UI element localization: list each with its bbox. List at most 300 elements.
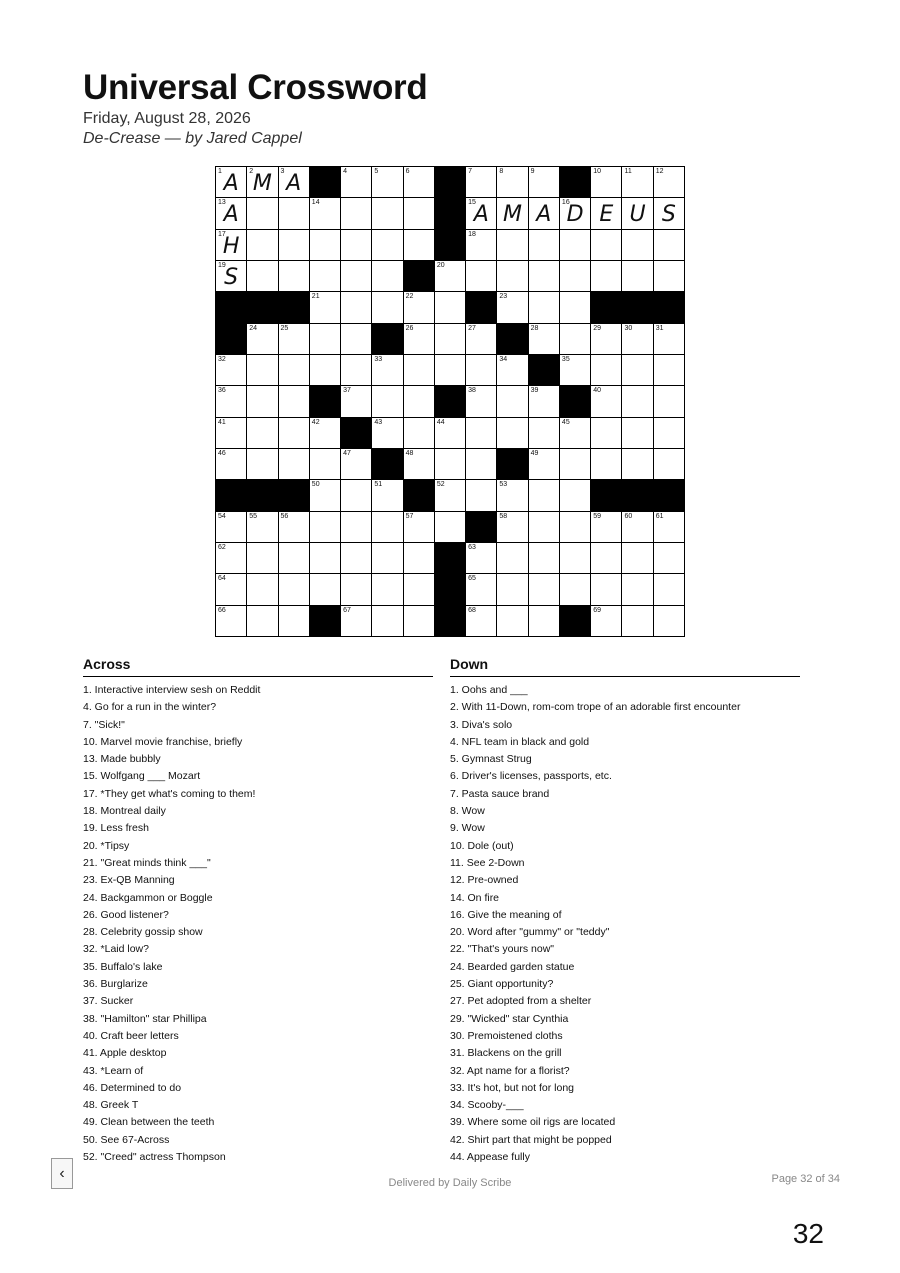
grid-cell[interactable] — [404, 449, 435, 480]
grid-cell[interactable] — [466, 480, 497, 511]
grid-cell[interactable] — [279, 606, 310, 637]
grid-cell[interactable] — [247, 261, 278, 292]
grid-cell[interactable] — [341, 543, 372, 574]
grid-cell[interactable] — [404, 167, 435, 198]
grid-cell[interactable] — [279, 261, 310, 292]
grid-cell[interactable] — [247, 574, 278, 605]
grid-cell[interactable] — [622, 449, 653, 480]
across-clue[interactable]: 10. Marvel movie franchise, briefly — [83, 735, 243, 748]
across-clue[interactable]: 26. Good listener? — [83, 908, 169, 921]
grid-cell[interactable] — [622, 324, 653, 355]
grid-cell[interactable] — [622, 574, 653, 605]
grid-cell[interactable] — [341, 512, 372, 543]
grid-cell[interactable] — [622, 261, 653, 292]
cell-letter: M — [503, 202, 523, 228]
down-clue[interactable]: 6. Driver's licenses, passports, etc. — [450, 770, 612, 783]
cell-number: 14 — [311, 199, 320, 207]
down-clue[interactable]: 44. Appease fully — [450, 1151, 530, 1164]
grid-cell[interactable] — [466, 418, 497, 449]
grid-cell[interactable] — [341, 167, 372, 198]
grid-cell[interactable] — [247, 198, 278, 229]
grid-cell[interactable] — [591, 261, 622, 292]
page-indicator: Page 32 of 34 — [771, 1173, 840, 1185]
grid-cell[interactable] — [435, 449, 466, 480]
grid-cell[interactable] — [216, 261, 247, 292]
across-clue[interactable]: 18. Montreal daily — [83, 805, 166, 818]
grid-cell[interactable] — [654, 574, 685, 605]
grid-cell[interactable] — [466, 198, 497, 229]
grid-cell[interactable] — [466, 167, 497, 198]
grid-cell[interactable] — [279, 386, 310, 417]
grid-cell[interactable] — [560, 324, 591, 355]
cell-number: 35 — [561, 356, 570, 363]
grid-cell[interactable] — [247, 543, 278, 574]
grid-cell[interactable] — [310, 324, 341, 355]
grid-cell[interactable] — [466, 606, 497, 637]
grid-cell[interactable] — [279, 167, 310, 198]
grid-cell[interactable] — [310, 355, 341, 386]
down-clue[interactable]: 34. Scooby-___ — [450, 1099, 524, 1112]
across-clue[interactable]: 35. Buffalo's lake — [83, 960, 163, 973]
grid-cell[interactable] — [622, 512, 653, 543]
down-clue[interactable]: 29. "Wicked" star Cynthia — [450, 1012, 569, 1025]
grid-cell[interactable] — [529, 198, 560, 229]
grid-cell[interactable] — [216, 606, 247, 637]
grid-cell[interactable] — [529, 230, 560, 261]
grid-cell[interactable] — [497, 418, 528, 449]
across-clue[interactable]: 46. Determined to do — [83, 1081, 182, 1094]
cell-number: 10 — [593, 168, 601, 175]
grid-cell[interactable] — [654, 230, 685, 261]
across-clue[interactable]: 37. Sucker — [83, 995, 134, 1008]
previous-page-button[interactable]: ‹ — [51, 1158, 73, 1189]
grid-cell[interactable] — [310, 480, 341, 511]
black-square — [279, 480, 310, 511]
cell-number: 55 — [249, 512, 258, 520]
grid-cell[interactable] — [529, 512, 560, 543]
black-square — [560, 386, 591, 417]
black-square — [247, 480, 278, 511]
grid-cell[interactable] — [654, 167, 685, 198]
grid-cell[interactable] — [404, 198, 435, 229]
grid-cell[interactable] — [310, 230, 341, 261]
across-clue[interactable]: 43. *Learn of — [83, 1064, 144, 1077]
grid-cell[interactable] — [247, 418, 278, 449]
black-square — [497, 449, 528, 480]
grid-cell[interactable] — [372, 198, 403, 229]
grid-cell[interactable] — [372, 292, 403, 323]
grid-cell[interactable] — [247, 230, 278, 261]
cell-number: 23 — [499, 293, 508, 301]
grid-cell[interactable] — [622, 543, 653, 574]
across-clue[interactable]: 48. Greek T — [83, 1099, 139, 1112]
grid-cell[interactable] — [654, 386, 685, 417]
grid-cell[interactable] — [247, 167, 278, 198]
grid-cell[interactable] — [341, 324, 372, 355]
grid-cell[interactable] — [247, 386, 278, 417]
crossword-grid[interactable] — [215, 166, 685, 637]
grid-cell[interactable] — [310, 512, 341, 543]
across-clue[interactable]: 32. *Laid low? — [83, 943, 149, 956]
grid-cell[interactable] — [529, 574, 560, 605]
across-clue[interactable]: 36. Burglarize — [83, 978, 148, 991]
grid-cell[interactable] — [216, 449, 247, 480]
grid-cell[interactable] — [591, 512, 622, 543]
cell-number: 65 — [468, 575, 476, 583]
cell-number: 4 — [343, 168, 347, 175]
down-clue[interactable]: 20. Word after "gummy" or "teddy" — [450, 926, 610, 939]
grid-cell[interactable] — [404, 230, 435, 261]
grid-cell[interactable] — [466, 261, 497, 292]
grid-cell[interactable] — [435, 512, 466, 543]
grid-cell[interactable] — [466, 386, 497, 417]
grid-cell[interactable] — [560, 355, 591, 386]
down-clue[interactable]: 7. Pasta sauce brand — [450, 787, 550, 800]
grid-cell[interactable] — [560, 574, 591, 605]
cell-number: 29 — [593, 324, 601, 332]
cell-number: 33 — [374, 356, 383, 363]
puzzle-byline: De-Crease — by Jared Cappel — [83, 130, 302, 147]
cell-number: 34 — [499, 356, 508, 363]
grid-cell[interactable] — [372, 574, 403, 605]
grid-cell[interactable] — [497, 261, 528, 292]
grid-cell[interactable] — [591, 574, 622, 605]
cell-letter: A — [223, 202, 239, 228]
grid-cell[interactable] — [341, 606, 372, 637]
grid-cell[interactable] — [560, 261, 591, 292]
grid-cell[interactable] — [591, 230, 622, 261]
black-square — [654, 292, 685, 323]
grid-cell[interactable] — [216, 543, 247, 574]
cell-number: 18 — [468, 230, 476, 238]
grid-cell[interactable] — [654, 261, 685, 292]
down-clue[interactable]: 14. On fire — [450, 891, 500, 904]
grid-cell[interactable] — [404, 355, 435, 386]
down-clues — [450, 656, 800, 1166]
across-clue[interactable]: 38. "Hamilton" star Phillipa — [83, 1012, 207, 1025]
cell-number: 50 — [311, 481, 320, 489]
grid-cell[interactable] — [216, 355, 247, 386]
grid-cell[interactable] — [529, 261, 560, 292]
down-clue[interactable]: 11. See 2-Down — [450, 856, 525, 869]
cell-number: 63 — [468, 544, 476, 551]
grid-cell[interactable] — [404, 292, 435, 323]
grid-cell[interactable] — [279, 355, 310, 386]
grid-cell[interactable] — [341, 198, 372, 229]
cell-number: 44 — [436, 418, 445, 426]
down-clue[interactable]: 12. Pre-owned — [450, 874, 519, 887]
grid-cell[interactable] — [310, 543, 341, 574]
down-clue[interactable]: 2. With 11-Down, rom-com trope of an adorable first encounter — [450, 701, 741, 714]
cell-letter: S — [661, 202, 676, 228]
grid-cell[interactable] — [497, 574, 528, 605]
grid-cell[interactable] — [529, 418, 560, 449]
grid-cell[interactable] — [279, 574, 310, 605]
grid-cell[interactable] — [216, 198, 247, 229]
grid-cell[interactable] — [466, 355, 497, 386]
across-clue[interactable]: 15. Wolfgang ___ Mozart — [83, 770, 201, 783]
grid-cell[interactable] — [341, 386, 372, 417]
grid-cell[interactable] — [372, 230, 403, 261]
grid-cell[interactable] — [591, 418, 622, 449]
grid-cell[interactable] — [341, 261, 372, 292]
black-square — [216, 480, 247, 511]
across-clue[interactable]: 49. Clean between the teeth — [83, 1116, 215, 1129]
grid-cell[interactable] — [310, 449, 341, 480]
down-clue[interactable]: 16. Give the meaning of — [450, 908, 562, 921]
grid-cell[interactable] — [216, 167, 247, 198]
grid-cell[interactable] — [372, 355, 403, 386]
grid-cell[interactable] — [622, 418, 653, 449]
down-clue[interactable]: 22. "That's yours now" — [450, 943, 555, 956]
grid-cell[interactable] — [497, 230, 528, 261]
grid-cell[interactable] — [529, 480, 560, 511]
cell-number: 58 — [499, 512, 508, 520]
black-square — [654, 480, 685, 511]
grid-cell[interactable] — [622, 606, 653, 637]
down-clue[interactable]: 32. Apt name for a florist? — [450, 1064, 570, 1077]
across-clue[interactable]: 52. "Creed" actress Thompson — [83, 1151, 226, 1164]
grid-cell[interactable] — [560, 418, 591, 449]
across-clue[interactable]: 20. *Tipsy — [83, 839, 130, 852]
down-clue[interactable]: 24. Bearded garden statue — [450, 960, 575, 973]
grid-cell[interactable] — [654, 449, 685, 480]
down-clue[interactable]: 42. Shirt part that might be popped — [450, 1133, 612, 1146]
grid-cell[interactable] — [435, 480, 466, 511]
grid-cell[interactable] — [497, 606, 528, 637]
across-clue[interactable]: 23. Ex-QB Manning — [83, 874, 175, 887]
grid-cell[interactable] — [310, 418, 341, 449]
grid-cell[interactable] — [591, 355, 622, 386]
cell-number: 28 — [530, 324, 539, 332]
black-square — [560, 167, 591, 198]
grid-cell[interactable] — [341, 230, 372, 261]
grid-cell[interactable] — [654, 543, 685, 574]
grid-cell[interactable] — [341, 480, 372, 511]
grid-cell[interactable] — [372, 480, 403, 511]
grid-cell[interactable] — [497, 198, 528, 229]
grid-cell[interactable] — [654, 606, 685, 637]
down-clue[interactable]: 8. Wow — [450, 805, 485, 818]
grid-cell[interactable] — [435, 355, 466, 386]
grid-cell[interactable] — [435, 292, 466, 323]
grid-cell[interactable] — [622, 198, 653, 229]
grid-cell[interactable] — [216, 386, 247, 417]
grid-cell[interactable] — [529, 449, 560, 480]
cell-number: 32 — [218, 356, 226, 363]
down-clue[interactable]: 9. Wow — [450, 822, 485, 835]
grid-cell[interactable] — [372, 606, 403, 637]
grid-cell[interactable] — [279, 324, 310, 355]
grid-cell[interactable] — [216, 230, 247, 261]
grid-cell[interactable] — [372, 418, 403, 449]
black-square — [435, 230, 466, 261]
grid-cell[interactable] — [529, 167, 560, 198]
across-clue[interactable]: 1. Interactive interview sesh on Reddit — [83, 684, 261, 696]
down-clue[interactable]: 39. Where some oil rigs are located — [450, 1116, 616, 1129]
down-clue[interactable]: 4. NFL team in black and gold — [450, 735, 590, 748]
across-clue[interactable]: 41. Apple desktop — [83, 1047, 167, 1060]
grid-cell[interactable] — [529, 324, 560, 355]
across-clue[interactable]: 40. Craft beer letters — [83, 1029, 179, 1042]
grid-cell[interactable] — [591, 543, 622, 574]
grid-cell[interactable] — [372, 261, 403, 292]
cell-number: 21 — [311, 293, 320, 301]
down-clue[interactable]: 31. Blackens on the grill — [450, 1047, 562, 1060]
grid-cell[interactable] — [654, 198, 685, 229]
grid-cell[interactable] — [591, 198, 622, 229]
grid-cell[interactable] — [404, 324, 435, 355]
grid-cell[interactable] — [216, 512, 247, 543]
grid-cell[interactable] — [654, 324, 685, 355]
grid-cell[interactable] — [560, 449, 591, 480]
grid-cell[interactable] — [591, 606, 622, 637]
grid-cell[interactable] — [654, 512, 685, 543]
down-clue[interactable]: 5. Gymnast Strug — [450, 753, 532, 766]
cell-number: 11 — [624, 168, 632, 175]
grid-cell[interactable] — [216, 418, 247, 449]
across-clue[interactable]: 21. "Great minds think ___" — [83, 856, 211, 869]
cell-number: 41 — [218, 418, 226, 426]
grid-cell[interactable] — [341, 449, 372, 480]
grid-cell[interactable] — [622, 386, 653, 417]
grid-cell[interactable] — [591, 449, 622, 480]
across-clue-list — [83, 682, 433, 1166]
grid-cell[interactable] — [497, 543, 528, 574]
grid-cell[interactable] — [247, 606, 278, 637]
cell-number: 9 — [530, 168, 535, 175]
grid-cell[interactable] — [310, 292, 341, 323]
grid-cell[interactable] — [247, 324, 278, 355]
grid-cell[interactable] — [341, 574, 372, 605]
grid-cell[interactable] — [435, 418, 466, 449]
grid-cell[interactable] — [497, 480, 528, 511]
cell-letter: H — [222, 233, 240, 259]
grid-cell[interactable] — [279, 230, 310, 261]
black-square — [529, 355, 560, 386]
cell-number: 7 — [468, 168, 473, 175]
down-heading: Down — [450, 656, 800, 677]
down-clue[interactable]: 33. It's hot, but not for long — [450, 1081, 575, 1094]
cell-letter: S — [224, 265, 239, 290]
grid-cell[interactable] — [404, 512, 435, 543]
down-clue[interactable]: 3. Diva's solo — [450, 718, 513, 731]
grid-cell[interactable] — [466, 324, 497, 355]
grid-cell[interactable] — [404, 543, 435, 574]
grid-cell[interactable] — [497, 292, 528, 323]
grid-cell[interactable] — [310, 261, 341, 292]
grid-cell[interactable] — [247, 449, 278, 480]
across-clue[interactable]: 28. Celebrity gossip show — [83, 926, 203, 939]
grid-cell[interactable] — [497, 355, 528, 386]
across-clue[interactable]: 50. See 67-Across — [83, 1133, 170, 1146]
across-clue[interactable]: 7. "Sick!" — [83, 718, 125, 731]
grid-cell[interactable] — [310, 198, 341, 229]
grid-cell[interactable] — [560, 230, 591, 261]
grid-cell[interactable] — [341, 355, 372, 386]
grid-cell[interactable] — [279, 543, 310, 574]
grid-cell[interactable] — [529, 386, 560, 417]
down-clue[interactable]: 25. Giant opportunity? — [450, 978, 554, 991]
grid-cell[interactable] — [497, 512, 528, 543]
grid-cell[interactable] — [466, 230, 497, 261]
down-clue[interactable]: 1. Oohs and ___ — [450, 684, 528, 696]
grid-cell[interactable] — [279, 449, 310, 480]
down-clue[interactable]: 30. Premoistened cloths — [450, 1029, 563, 1042]
grid-cell[interactable] — [529, 606, 560, 637]
cell-letter: A — [223, 171, 239, 196]
down-clue[interactable]: 27. Pet adopted from a shelter — [450, 995, 592, 1008]
black-square — [372, 449, 403, 480]
grid-cell[interactable] — [279, 418, 310, 449]
grid-cell[interactable] — [247, 355, 278, 386]
grid-cell[interactable] — [560, 543, 591, 574]
grid-cell[interactable] — [466, 449, 497, 480]
grid-cell[interactable] — [435, 261, 466, 292]
delivered-by: Delivered by Daily Scribe — [388, 1177, 512, 1189]
grid-cell[interactable] — [591, 167, 622, 198]
grid-cell[interactable] — [560, 512, 591, 543]
grid-cell[interactable] — [341, 292, 372, 323]
grid-cell[interactable] — [404, 418, 435, 449]
grid-cell[interactable] — [529, 292, 560, 323]
grid-cell[interactable] — [654, 418, 685, 449]
across-clue[interactable]: 4. Go for a run in the winter? — [83, 701, 217, 714]
grid-cell[interactable] — [622, 167, 653, 198]
grid-cell[interactable] — [497, 167, 528, 198]
grid-cell[interactable] — [372, 167, 403, 198]
grid-cell[interactable] — [279, 512, 310, 543]
grid-cell[interactable] — [654, 355, 685, 386]
grid-cell[interactable] — [404, 574, 435, 605]
grid-cell[interactable] — [216, 574, 247, 605]
grid-cell[interactable] — [466, 543, 497, 574]
grid-cell[interactable] — [497, 386, 528, 417]
cell-number: 6 — [405, 168, 410, 175]
grid-cell[interactable] — [529, 543, 560, 574]
grid-cell[interactable] — [435, 324, 466, 355]
cell-letter: D — [566, 202, 584, 228]
grid-cell[interactable] — [404, 386, 435, 417]
cell-number: 26 — [405, 324, 414, 332]
grid-cell[interactable] — [622, 230, 653, 261]
grid-cell[interactable] — [247, 512, 278, 543]
grid-cell[interactable] — [560, 480, 591, 511]
down-clue[interactable]: 10. Dole (out) — [450, 839, 514, 852]
grid-cell[interactable] — [591, 386, 622, 417]
black-square — [497, 324, 528, 355]
grid-cell[interactable] — [466, 574, 497, 605]
grid-cell[interactable] — [372, 512, 403, 543]
grid-cell[interactable] — [404, 606, 435, 637]
cell-letter: E — [599, 202, 614, 228]
grid-cell[interactable] — [372, 386, 403, 417]
across-clue[interactable]: 24. Backgammon or Boggle — [83, 891, 213, 904]
black-square — [435, 167, 466, 198]
black-square — [435, 606, 466, 637]
grid-cell[interactable] — [622, 355, 653, 386]
across-clue[interactable]: 19. Less fresh — [83, 822, 149, 835]
black-square — [466, 292, 497, 323]
grid-cell[interactable] — [279, 198, 310, 229]
across-clue[interactable]: 17. *They get what's coming to them! — [83, 787, 256, 800]
across-clue[interactable]: 13. Made bubbly — [83, 753, 161, 766]
grid-cell[interactable] — [310, 574, 341, 605]
grid-cell[interactable] — [560, 292, 591, 323]
grid-cell[interactable] — [372, 543, 403, 574]
grid-cell[interactable] — [591, 324, 622, 355]
grid-cell[interactable] — [560, 198, 591, 229]
